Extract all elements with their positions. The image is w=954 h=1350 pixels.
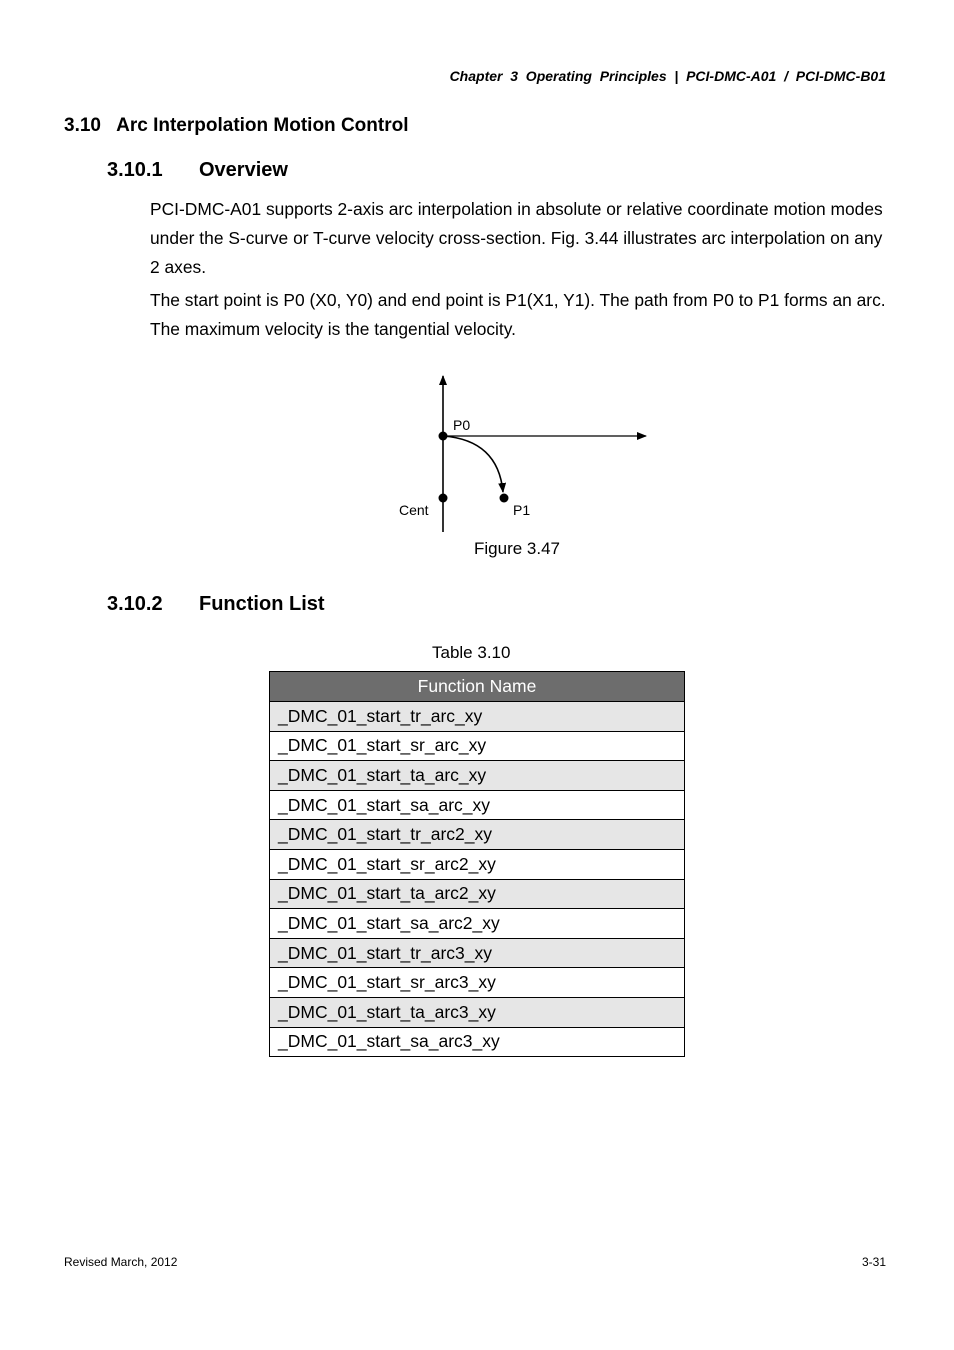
table-row bbox=[270, 1027, 685, 1057]
p1-point bbox=[500, 494, 509, 503]
p0-label: P0 bbox=[453, 417, 471, 433]
function-name-cell: _DMC_01_start_ta_arc3_xy bbox=[270, 997, 685, 1027]
footer-page-number: 3-31 bbox=[861, 1255, 886, 1269]
page-header: Chapter 3 Operating Principles | PCI-DMC-A01 / PCI-DMC-B01 bbox=[449, 68, 886, 84]
function-list-number: 3.10.2 bbox=[107, 593, 163, 615]
function-name-cell: _DMC_01_start_tr_arc_xy bbox=[270, 702, 685, 732]
arc-diagram bbox=[380, 365, 670, 540]
table-row bbox=[270, 820, 685, 850]
section-heading bbox=[64, 115, 408, 137]
function-name-cell: _DMC_01_start_ta_arc_xy bbox=[270, 761, 685, 791]
function-name-cell: _DMC_01_start_sa_arc3_xy bbox=[270, 1027, 685, 1057]
function-name-cell: _DMC_01_start_sr_arc_xy bbox=[270, 731, 685, 761]
table-row bbox=[270, 731, 685, 761]
arc-path bbox=[443, 436, 503, 492]
function-name-cell: _DMC_01_start_sa_arc_xy bbox=[270, 790, 685, 820]
overview-number: 3.10.1 bbox=[107, 159, 163, 181]
footer-revision: Revised March, 2012 bbox=[64, 1255, 178, 1269]
cent-label: Cent bbox=[399, 502, 429, 518]
overview-paragraph-1: PCI-DMC-A01 supports 2-axis arc interpolation in absolute or relative coordinate motion modes under the S-curve or T-curve velocity cross-section. Fig. 3.44 illustrates arc interpolation on any 2 axes. bbox=[150, 199, 883, 277]
function-name-cell: _DMC_01_start_sa_arc2_xy bbox=[270, 909, 685, 939]
table-row bbox=[270, 968, 685, 998]
table-row bbox=[270, 790, 685, 820]
table-row bbox=[270, 938, 685, 968]
function-name-cell: _DMC_01_start_sr_arc3_xy bbox=[270, 968, 685, 998]
function-name-cell: _DMC_01_start_tr_arc2_xy bbox=[270, 820, 685, 850]
function-name-cell: _DMC_01_start_ta_arc2_xy bbox=[270, 879, 685, 909]
figure-caption: Figure 3.47 bbox=[474, 539, 560, 558]
table-caption: Table 3.10 bbox=[432, 643, 511, 662]
center-point bbox=[439, 494, 448, 503]
function-table bbox=[269, 671, 685, 1057]
table-header: Function Name bbox=[270, 672, 685, 702]
table-row bbox=[270, 909, 685, 939]
arc-interpolation-figure bbox=[380, 365, 670, 540]
table-row bbox=[270, 879, 685, 909]
table-row bbox=[270, 997, 685, 1027]
p1-label: P1 bbox=[513, 502, 531, 518]
function-list-title: Function List bbox=[199, 593, 325, 615]
overview-title: Overview bbox=[199, 159, 288, 181]
table-row bbox=[270, 702, 685, 732]
table-row bbox=[270, 761, 685, 791]
function-name-cell: _DMC_01_start_tr_arc3_xy bbox=[270, 938, 685, 968]
overview-heading bbox=[107, 159, 288, 182]
section-title: Arc Interpolation Motion Control bbox=[116, 115, 409, 136]
p0-point bbox=[439, 432, 448, 441]
section-number: 3.10 bbox=[64, 115, 101, 136]
function-name-cell: _DMC_01_start_sr_arc2_xy bbox=[270, 849, 685, 879]
table-row bbox=[270, 849, 685, 879]
function-list-heading bbox=[107, 593, 325, 616]
overview-paragraph-2: The start point is P0 (X0, Y0) and end point is P1(X1, Y1). The path from P0 to P1 forms an arc. The maximum velocity is the tangential velocity. bbox=[150, 290, 886, 339]
